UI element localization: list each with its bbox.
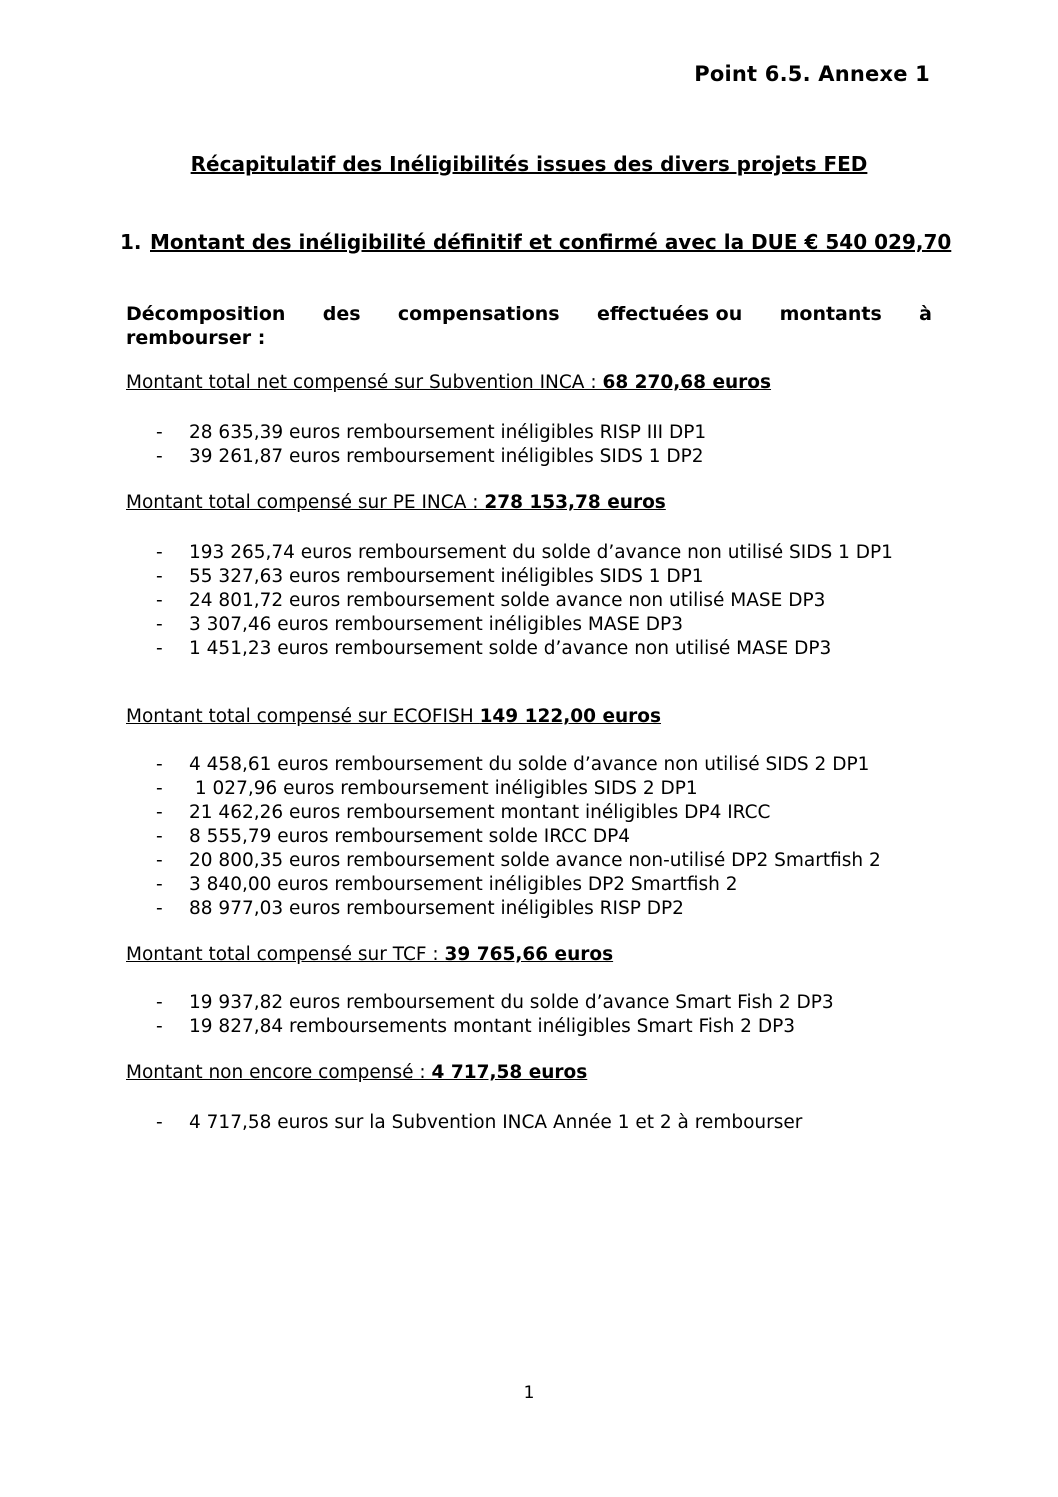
list-item: - 20 800,35 euros remboursement solde avance non-utilisé DP2 Smartfish 2 [156, 850, 881, 871]
dash-bullet-icon: - [156, 566, 163, 587]
dash-bullet-icon: - [156, 422, 163, 443]
list-item: - 3 307,46 euros remboursement inéligibles MASE DP3 [156, 614, 683, 635]
list-item: - 39 261,87 euros remboursement inéligibles SIDS 1 DP2 [156, 446, 704, 467]
dash-bullet-icon: - [156, 590, 163, 611]
list-item: - 24 801,72 euros remboursement solde avance non utilisé MASE DP3 [156, 590, 826, 611]
list-item: - 55 327,63 euros remboursement inéligibles SIDS 1 DP1 [156, 566, 704, 587]
item-list-ecofish [156, 753, 881, 921]
group-label: Montant total compensé sur PE INCA : [126, 492, 485, 513]
list-item: - 193 265,74 euros remboursement du solde d’avance non utilisé SIDS 1 DP1 [156, 542, 893, 563]
group-amount: 68 270,68 euros [602, 372, 772, 393]
decomp-word: à [919, 303, 932, 325]
group-heading-pe-inca [126, 492, 666, 513]
decomp-word: effectuées ou [596, 303, 743, 325]
dash-bullet-icon: - [156, 1016, 163, 1037]
dash-bullet-icon: - [156, 802, 163, 823]
dash-bullet-icon: - [156, 850, 163, 871]
group-amount: 4 717,58 euros [431, 1062, 588, 1083]
annex-label: Point 6.5. Annexe 1 [694, 62, 930, 86]
section-1-heading [120, 230, 951, 254]
decomposition-heading [126, 302, 932, 350]
list-item: - 1 451,23 euros remboursement solde d’avance non utilisé MASE DP3 [156, 638, 832, 659]
dash-bullet-icon: - [156, 874, 163, 895]
list-item: - 1 027,96 euros remboursement inéligibles SIDS 2 DP1 [156, 778, 698, 799]
group-amount: 278 153,78 euros [484, 492, 666, 513]
section-heading-text: Montant des inéligibilité définitif et confirmé avec la DUE € 540 029,70 [150, 230, 952, 254]
dash-bullet-icon: - [156, 446, 163, 467]
dash-bullet-icon: - [156, 778, 163, 799]
list-item: - 88 977,03 euros remboursement inéligibles RISP DP2 [156, 898, 684, 919]
dash-bullet-icon: - [156, 754, 163, 775]
list-item: - 28 635,39 euros remboursement inéligibles RISP III DP1 [156, 422, 707, 443]
group-heading-subvention-inca [126, 372, 771, 393]
dash-bullet-icon: - [156, 826, 163, 847]
list-item: - 4 717,58 euros sur la Subvention INCA Année 1 et 2 à rembourser [156, 1112, 803, 1133]
group-amount: 39 765,66 euros [444, 944, 614, 965]
group-label: Montant non encore compensé : [126, 1062, 432, 1083]
decomp-word: Décomposition [126, 303, 286, 325]
group-amount: 149 122,00 euros [479, 706, 662, 727]
dash-bullet-icon: - [156, 898, 163, 919]
list-item: - 4 458,61 euros remboursement du solde d’avance non utilisé SIDS 2 DP1 [156, 754, 870, 775]
group-label: Montant total compensé sur ECOFISH [126, 706, 480, 727]
group-label: Montant total compensé sur TCF : [126, 944, 445, 965]
list-item: - 19 827,84 remboursements montant inéligibles Smart Fish 2 DP3 [156, 1016, 796, 1037]
decomp-word: montants [779, 303, 882, 325]
decomp-word: compensations [397, 303, 560, 325]
group-heading-ecofish [126, 706, 661, 727]
group-heading-non-compense [126, 1062, 587, 1083]
list-item: - 8 555,79 euros remboursement solde IRCC DP4 [156, 826, 631, 847]
list-item: - 3 840,00 euros remboursement inéligibles DP2 Smartfish 2 [156, 874, 738, 895]
dash-bullet-icon: - [156, 992, 163, 1013]
dash-bullet-icon: - [156, 1112, 163, 1133]
item-list-subvention-inca [156, 421, 706, 469]
item-list-non-compense [156, 1111, 802, 1135]
page-number: 1 [523, 1383, 535, 1403]
document-title: Récapitulatif des Inéligibilités issues des divers projets FED [190, 152, 868, 176]
group-label: Montant total net compensé sur Subvention INCA : [126, 372, 603, 393]
dash-bullet-icon: - [156, 638, 163, 659]
decomp-line-2: rembourser : [126, 327, 266, 349]
dash-bullet-icon: - [156, 542, 163, 563]
item-list-pe-inca [156, 541, 934, 661]
list-item: - 21 462,26 euros remboursement montant inéligibles DP4 IRCC [156, 802, 771, 823]
dash-bullet-icon: - [156, 614, 163, 635]
section-number: 1. [120, 230, 142, 254]
group-heading-tcf [126, 944, 613, 965]
item-list-tcf [156, 991, 834, 1039]
decomp-word: des [322, 303, 361, 325]
list-item: - 19 937,82 euros remboursement du solde d’avance Smart Fish 2 DP3 [156, 992, 834, 1013]
